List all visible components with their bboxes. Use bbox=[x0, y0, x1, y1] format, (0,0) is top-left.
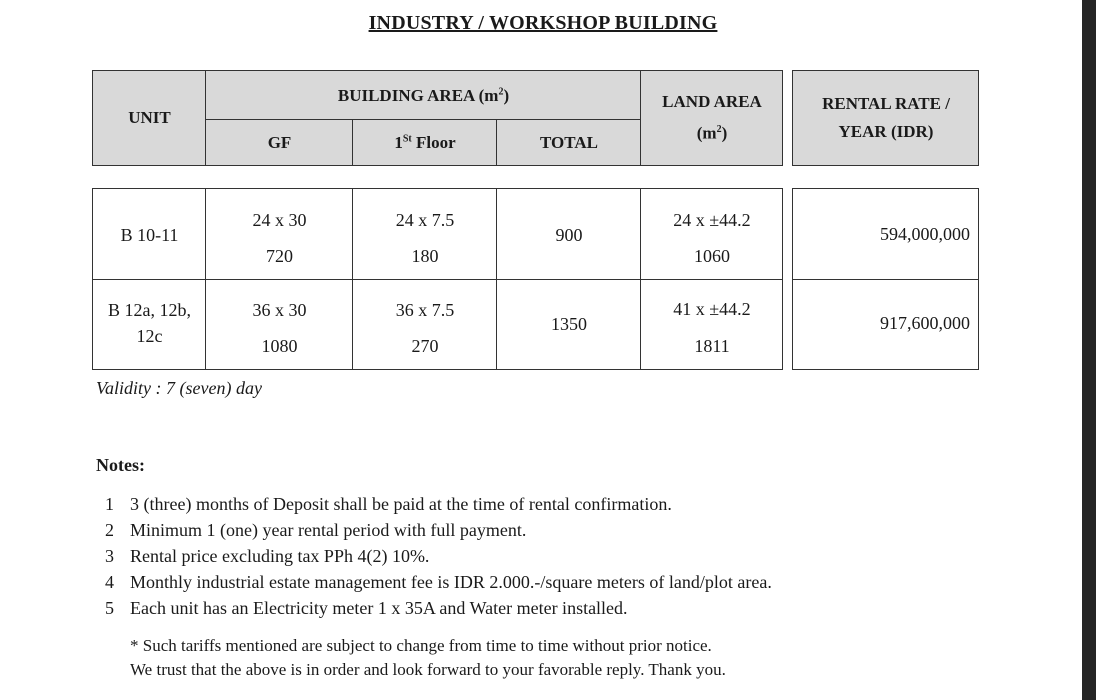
header-rental-rate bbox=[794, 72, 978, 164]
header-building-area bbox=[207, 72, 640, 119]
header-rental-line2: YEAR (IDR) bbox=[838, 122, 934, 141]
header-rental-line1: RENTAL RATE / bbox=[822, 94, 950, 113]
data-divider bbox=[92, 279, 783, 280]
row-unit: B 10-11 bbox=[120, 225, 179, 245]
header-gap bbox=[782, 70, 792, 166]
header-divider bbox=[352, 119, 353, 166]
row-ff-dim: 36 x 7.5 bbox=[395, 300, 455, 320]
header-divider bbox=[205, 119, 640, 120]
page-edge-shadow bbox=[1082, 0, 1096, 700]
header-total-label: TOTAL bbox=[540, 133, 598, 152]
header-divider bbox=[640, 70, 641, 166]
header-gf-label: GF bbox=[267, 133, 292, 152]
row-total: 1350 bbox=[551, 314, 587, 334]
header-first-floor-label: 1St Floor bbox=[394, 133, 456, 152]
row-unit-cont: 12c bbox=[136, 326, 163, 346]
header-unit-label: UNIT bbox=[128, 108, 171, 127]
page-title: INDUSTRY / WORKSHOP BUILDING bbox=[368, 12, 718, 34]
header-first-floor bbox=[354, 121, 496, 165]
header-divider bbox=[792, 70, 793, 166]
row-gf-dim: 24 x 30 bbox=[252, 210, 307, 230]
header-gf bbox=[207, 121, 352, 165]
note-item: 5 Each unit has an Electricity meter 1 x 35A and Water meter installed. bbox=[105, 598, 628, 618]
header-divider bbox=[205, 70, 206, 166]
header-total bbox=[498, 121, 640, 165]
row-ff-dim: 24 x 7.5 bbox=[395, 210, 455, 230]
row-land-area: 1811 bbox=[694, 336, 730, 356]
note-item: 2 Minimum 1 (one) year rental period with full payment. bbox=[105, 520, 527, 540]
row-total: 900 bbox=[555, 225, 583, 245]
header-divider bbox=[496, 119, 497, 166]
validity-text: Validity : 7 (seven) day bbox=[96, 378, 262, 398]
header-land-area bbox=[642, 72, 782, 164]
row-land-dim: 41 x ±44.2 bbox=[673, 299, 751, 319]
notes-title: Notes: bbox=[96, 455, 145, 475]
note-item: 4 Monthly industrial estate management fee is IDR 2.000.-/square meters of land/plot area. bbox=[105, 572, 772, 592]
row-ff-area: 180 bbox=[411, 246, 439, 266]
data-gap bbox=[783, 188, 792, 370]
header-building-area-label: BUILDING AREA $(m^2)$ bbox=[337, 85, 510, 105]
row-land-area: 1060 bbox=[694, 246, 730, 266]
header-land-area-line1: LAND AREA bbox=[662, 92, 762, 112]
row-ff-area: 270 bbox=[411, 336, 439, 356]
header-unit bbox=[94, 72, 205, 164]
row-rental: 594,000,000 bbox=[880, 224, 970, 244]
header-divider bbox=[782, 70, 783, 166]
note-item: 3 Rental price excluding tax PPh 4(2) 10%. bbox=[105, 546, 430, 566]
footer-disclaimer: * Such tariffs mentioned are subject to change from time to time without prior notice. bbox=[130, 636, 712, 655]
row-gf-area: 1080 bbox=[261, 336, 298, 356]
footer-closing: We trust that the above is in order and look forward to your favorable reply. Thank you. bbox=[130, 660, 726, 679]
row-unit: B 12a, 12b, bbox=[108, 300, 191, 320]
data-divider bbox=[792, 279, 979, 280]
row-gf-area: 720 bbox=[266, 246, 293, 266]
header-land-area-line2: $(m^2)$ bbox=[696, 123, 728, 143]
row-gf-dim: 36 x 30 bbox=[252, 300, 307, 320]
row-land-dim: 24 x ±44.2 bbox=[673, 210, 751, 230]
note-item: 1 3 (three) months of Deposit shall be paid at the time of rental confirmation. bbox=[105, 494, 672, 514]
row-rental: 917,600,000 bbox=[880, 313, 970, 333]
